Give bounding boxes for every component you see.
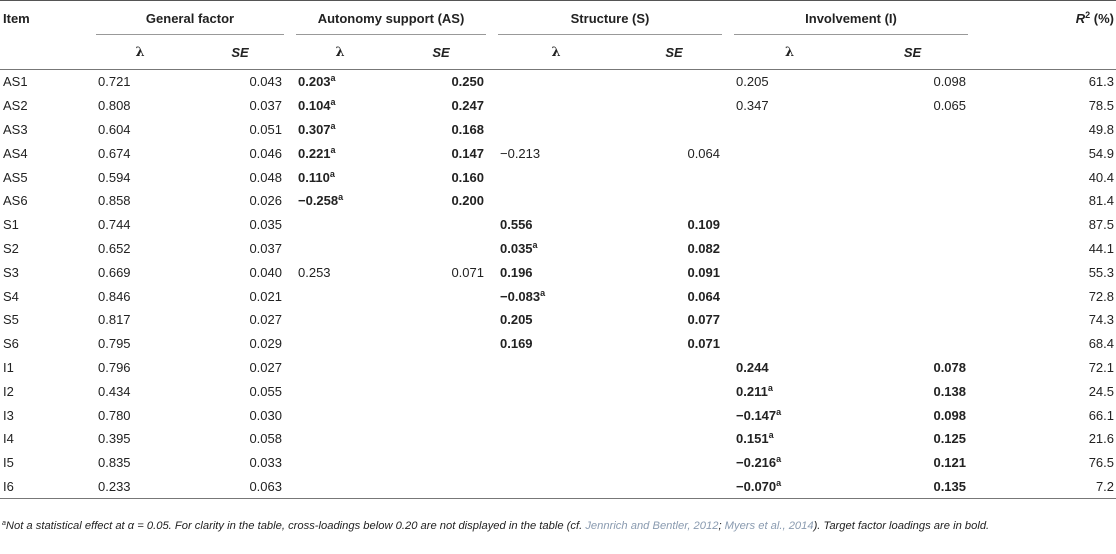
cell-r-squared: 21.6 [1088, 431, 1115, 447]
cell-as-lambda [290, 451, 390, 475]
cell-item: S4 [3, 288, 19, 304]
cell-r-squared: 40.4 [1088, 169, 1115, 185]
table-row [0, 237, 1116, 261]
table-row [0, 165, 1116, 189]
cell-i-se [851, 213, 974, 237]
cell-g-lambda: 0.721 [98, 74, 131, 90]
header-involvement: Involvement (I) [728, 1, 974, 36]
header-i-lambda: λ [728, 35, 851, 70]
cell-s-lambda [492, 475, 620, 499]
cell-s-lambda [492, 118, 620, 142]
cell-as-lambda: 0.307$^a$ [298, 120, 336, 137]
cell-s-lambda [492, 427, 620, 451]
cell-g-lambda: 0.817 [98, 312, 131, 328]
cell-i-lambda: 0.205 [736, 74, 769, 90]
cell-as-lambda [290, 403, 390, 427]
cell-s-se: 0.082 [687, 240, 721, 256]
cell-g-se: 0.021 [249, 288, 282, 304]
citation-jennrich[interactable]: Jennrich and Bentler, 2012 [585, 520, 719, 532]
cell-r-squared: 44.1 [1088, 240, 1115, 256]
cell-s-se: 0.077 [687, 312, 721, 328]
cell-r-squared: 61.3 [1088, 74, 1115, 90]
cell-as-se [390, 332, 492, 356]
cell-i-lambda [728, 189, 851, 213]
cell-as-se [390, 427, 492, 451]
cell-item: S1 [3, 217, 19, 233]
table-footnote: $^a$Not a statistical effect at α = 0.05. For clarity in the table, cross-loadings below 0.20 are not displayed in the table (cf. Jennrich and Bentler, 2012; Myers et al., 2014). Target factor loadings are in bold. [2, 520, 990, 532]
cell-i-se [851, 260, 974, 284]
cell-g-se: 0.027 [249, 312, 282, 328]
cell-g-lambda: 0.652 [98, 240, 131, 256]
cell-g-lambda: 0.669 [98, 264, 131, 280]
cell-g-se: 0.026 [249, 193, 282, 209]
cell-s-se: 0.109 [687, 217, 721, 233]
cell-i-se: 0.125 [933, 431, 967, 447]
cell-r-squared: 7.2 [974, 475, 1116, 499]
cell-r-squared: 76.5 [1088, 455, 1115, 471]
cell-s-se: 0.071 [687, 336, 721, 352]
cell-item: I6 [0, 475, 90, 499]
header-general-se: SE [190, 35, 290, 70]
cell-as-lambda [290, 237, 390, 261]
header-row-subcolumns [0, 35, 1116, 70]
cell-s-se [620, 118, 728, 142]
cell-as-se [390, 451, 492, 475]
cell-as-lambda: 0.221$^a$ [298, 144, 336, 161]
cell-s-lambda: 0.169 [500, 336, 533, 352]
cell-as-se: 0.247 [451, 98, 484, 114]
cell-item: AS6 [3, 193, 28, 209]
header-structure: Structure (S) [492, 1, 728, 36]
table-row [0, 356, 1116, 380]
cell-s-lambda: −0.083$^a$ [500, 287, 546, 304]
cell-s-lambda: −0.213 [500, 145, 541, 161]
cell-as-se [390, 356, 492, 380]
cell-g-lambda: 0.846 [98, 288, 131, 304]
cell-g-se: 0.058 [249, 431, 282, 447]
cell-as-se: 0.168 [451, 121, 484, 137]
cell-i-se [851, 332, 974, 356]
cell-as-se [390, 308, 492, 332]
cell-g-lambda: 0.233 [90, 475, 190, 499]
cell-r-squared: 81.4 [1088, 193, 1115, 209]
cell-i-lambda: 0.211$^a$ [736, 382, 773, 399]
cell-i-se [851, 237, 974, 261]
cell-s-se [620, 70, 728, 94]
cell-item: S6 [3, 336, 19, 352]
cell-as-se: 0.160 [451, 169, 484, 185]
table-row [0, 213, 1116, 237]
cell-s-se: 0.064 [687, 145, 721, 161]
cell-as-lambda [290, 475, 390, 499]
table-row [0, 141, 1116, 165]
cell-r-squared: 72.1 [1088, 359, 1115, 375]
cell-s-se: 0.064 [687, 288, 721, 304]
cell-i-se: 0.138 [933, 383, 967, 399]
cell-r-squared: 24.5 [1088, 383, 1115, 399]
cell-item: S5 [3, 312, 19, 328]
cell-as-se [390, 237, 492, 261]
cell-s-lambda: 0.556 [500, 217, 533, 233]
cell-i-lambda: 0.151$^a$ [736, 430, 774, 447]
citation-myers[interactable]: Myers et al., 2014 [724, 520, 814, 532]
cell-as-lambda [290, 308, 390, 332]
cell-as-se: 0.250 [451, 74, 484, 90]
header-s-se: SE [620, 35, 728, 70]
table-row [0, 284, 1116, 308]
cell-item: AS1 [3, 74, 28, 90]
cell-i-se [851, 118, 974, 142]
cell-g-se: 0.048 [249, 169, 282, 185]
cell-i-se: 0.065 [933, 98, 967, 114]
cell-i-lambda [728, 213, 851, 237]
cell-g-se: 0.043 [249, 74, 282, 90]
cell-as-lambda: −0.258$^a$ [298, 192, 344, 209]
cell-i-lambda: −0.147$^a$ [736, 406, 782, 423]
cell-g-lambda: 0.808 [98, 98, 131, 114]
cell-s-lambda [492, 70, 620, 94]
cell-as-lambda: 0.203$^a$ [298, 73, 336, 90]
cell-s-lambda: 0.205 [500, 312, 533, 328]
header-as-lambda: λ [290, 35, 390, 70]
table-row [0, 260, 1116, 284]
header-general-factor: General factor [90, 1, 290, 36]
cell-g-lambda: 0.744 [98, 217, 131, 233]
cell-g-se: 0.055 [249, 383, 282, 399]
table-row [0, 70, 1116, 94]
cell-r-squared: 68.4 [1088, 336, 1115, 352]
cell-i-se [851, 141, 974, 165]
cell-g-se: 0.040 [249, 264, 282, 280]
cell-i-lambda [728, 165, 851, 189]
cell-r-squared: 49.8 [1088, 121, 1115, 137]
cell-g-se: 0.035 [249, 217, 282, 233]
cell-i-se: 0.078 [933, 359, 967, 375]
cell-item: S2 [3, 240, 19, 256]
cell-as-lambda [290, 284, 390, 308]
cell-g-se: 0.030 [249, 407, 282, 423]
cell-s-lambda [492, 165, 620, 189]
cell-as-lambda [290, 379, 390, 403]
cell-g-se: 0.051 [249, 121, 282, 137]
cell-item: AS3 [3, 121, 28, 137]
cell-g-lambda: 0.858 [98, 193, 131, 209]
cell-i-se [851, 165, 974, 189]
table-row [0, 332, 1116, 356]
cell-g-se: 0.037 [249, 98, 282, 114]
cell-r-squared: 78.5 [1088, 98, 1115, 114]
cell-s-se [620, 356, 728, 380]
cell-s-lambda [492, 403, 620, 427]
cell-s-se [620, 403, 728, 427]
cell-r-squared: 54.9 [1088, 145, 1115, 161]
cell-r-squared: 72.8 [1088, 288, 1115, 304]
cell-item: AS5 [3, 169, 28, 185]
cell-s-se: 0.091 [687, 264, 721, 280]
cell-s-lambda: 0.196 [500, 264, 533, 280]
cell-i-lambda [728, 237, 851, 261]
cell-i-lambda: −0.216$^a$ [736, 454, 782, 471]
cell-i-lambda [728, 332, 851, 356]
cell-as-se [390, 213, 492, 237]
cell-i-se: 0.121 [933, 455, 967, 471]
cell-i-lambda [728, 308, 851, 332]
cell-item: I3 [3, 407, 14, 423]
header-i-se: SE [851, 35, 974, 70]
cell-s-se [620, 427, 728, 451]
cell-s-se [620, 165, 728, 189]
cell-i-lambda: 0.244 [736, 359, 769, 375]
cell-as-se: 0.071 [451, 264, 484, 280]
cell-item: AS4 [3, 145, 28, 161]
cell-r-squared: 55.3 [1088, 264, 1115, 280]
cell-g-lambda: 0.674 [98, 145, 131, 161]
cell-g-lambda: 0.835 [98, 455, 131, 471]
cell-g-lambda: 0.604 [98, 121, 131, 137]
cell-as-lambda [290, 427, 390, 451]
header-item: Item [3, 10, 30, 26]
cell-s-lambda [492, 379, 620, 403]
cell-i-se [851, 189, 974, 213]
cell-as-lambda [290, 213, 390, 237]
cell-s-se [620, 451, 728, 475]
cell-as-lambda: 0.253 [298, 264, 331, 280]
cell-i-se: 0.135 [851, 475, 974, 499]
cell-g-lambda: 0.434 [98, 383, 131, 399]
cell-i-se [851, 308, 974, 332]
cell-s-lambda [492, 356, 620, 380]
table-row [0, 379, 1116, 403]
cell-s-se [620, 379, 728, 403]
cell-as-lambda [290, 356, 390, 380]
table-row [0, 451, 1116, 475]
table-row [0, 403, 1116, 427]
cell-g-lambda: 0.594 [98, 169, 131, 185]
cell-item: I1 [3, 359, 14, 375]
cell-s-lambda [492, 189, 620, 213]
cell-i-lambda [728, 284, 851, 308]
cell-i-lambda [728, 118, 851, 142]
cell-g-lambda: 0.780 [98, 407, 131, 423]
table-row [0, 118, 1116, 142]
cell-i-lambda [728, 260, 851, 284]
cell-s-se [620, 94, 728, 118]
cell-item: I2 [3, 383, 14, 399]
cell-r-squared: 74.3 [1088, 312, 1115, 328]
cell-g-se: 0.046 [249, 145, 282, 161]
cell-as-se: 0.147 [451, 145, 484, 161]
cell-as-se [390, 379, 492, 403]
cell-g-se: 0.037 [249, 240, 282, 256]
cell-s-se [620, 475, 728, 499]
cell-item: S3 [3, 264, 19, 280]
cell-i-se: 0.098 [933, 74, 967, 90]
cell-g-lambda: 0.796 [98, 359, 131, 375]
cell-as-se: 0.200 [451, 193, 484, 209]
cell-as-lambda: 0.104$^a$ [298, 97, 336, 114]
cell-s-lambda: 0.035$^a$ [500, 239, 538, 256]
header-as-se: SE [390, 35, 492, 70]
cell-i-lambda [728, 141, 851, 165]
table-row [0, 475, 1116, 499]
cell-item: I5 [3, 455, 14, 471]
cell-as-se [390, 403, 492, 427]
header-row-groups [0, 1, 1116, 36]
cell-i-lambda: −0.070$^a$ [728, 475, 851, 499]
header-s-lambda: λ [492, 35, 620, 70]
header-autonomy-support: Autonomy support (AS) [290, 1, 492, 36]
cell-g-se: 0.029 [249, 336, 282, 352]
header-general-lambda: λ [90, 35, 190, 70]
cell-g-se: 0.063 [190, 475, 290, 499]
cell-as-lambda [290, 332, 390, 356]
cell-s-se [620, 189, 728, 213]
table-row [0, 308, 1116, 332]
cell-r-squared: 66.1 [1088, 407, 1115, 423]
cell-s-lambda [492, 451, 620, 475]
cell-i-se [851, 284, 974, 308]
cell-as-se [390, 284, 492, 308]
header-r-squared: $R^2$ (%) [1075, 9, 1115, 26]
cell-s-lambda [492, 94, 620, 118]
cell-g-lambda: 0.395 [98, 431, 131, 447]
table-row [0, 427, 1116, 451]
cell-as-lambda: 0.110$^a$ [298, 168, 335, 185]
table-row [0, 189, 1116, 213]
table-row [0, 94, 1116, 118]
cell-g-lambda: 0.795 [98, 336, 131, 352]
cell-item: I4 [3, 431, 14, 447]
table-body [0, 70, 1116, 499]
cell-as-se [390, 475, 492, 499]
cell-i-se: 0.098 [933, 407, 967, 423]
cell-r-squared: 87.5 [1088, 217, 1115, 233]
cell-g-se: 0.033 [249, 455, 282, 471]
cell-item: AS2 [3, 98, 28, 114]
cell-g-se: 0.027 [249, 359, 282, 375]
cell-i-lambda: 0.347 [736, 98, 769, 114]
